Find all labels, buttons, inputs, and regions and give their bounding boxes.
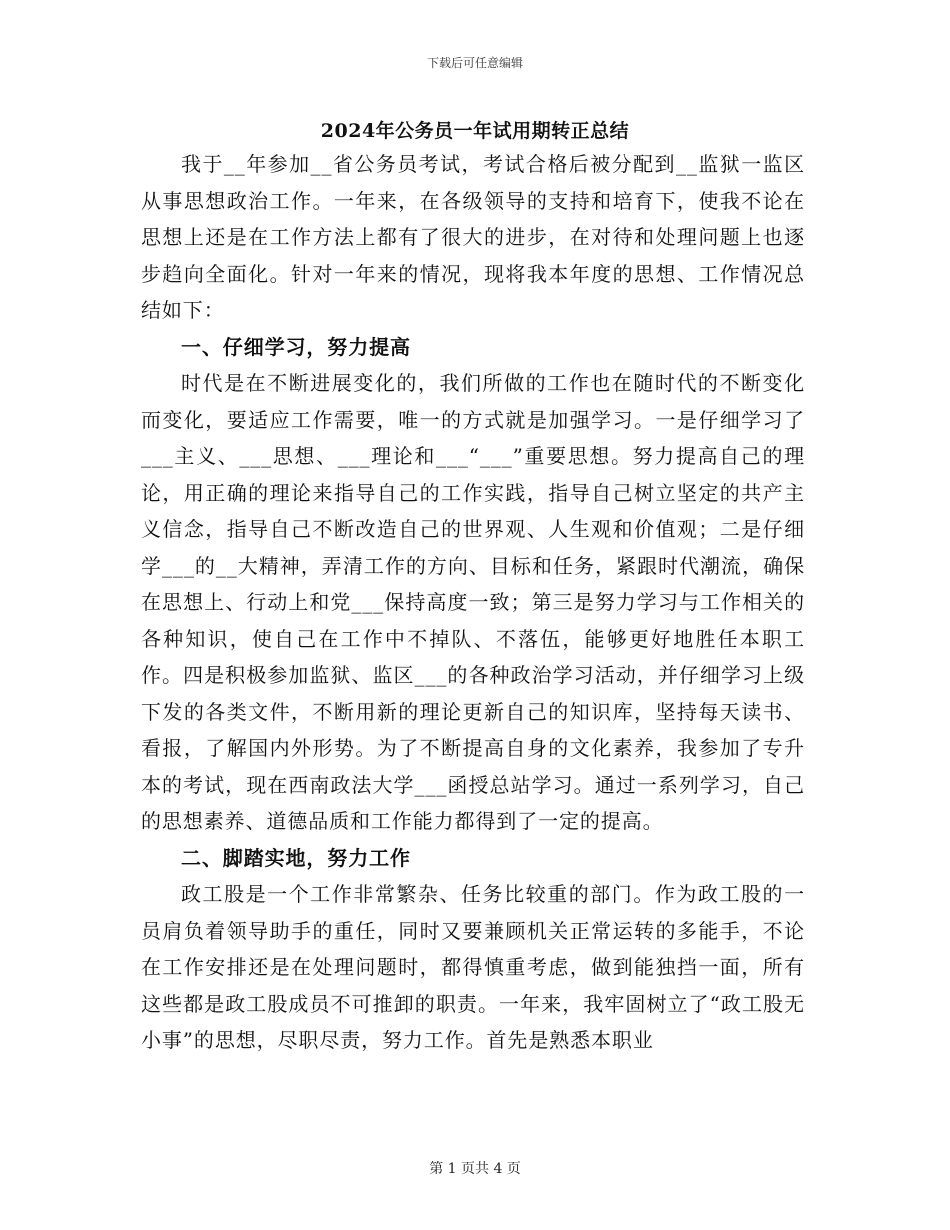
document-body	[141, 146, 805, 1059]
paragraph-work: 政工股是一个工作非常繁杂、任务比较重的部门。作为政工股的一员肩负着领导助手的重任，同时又要兼顾机关正常运转的多能手，不论在工作安排还是在处理问题时，都得慎重考虑，做到能独挡一面，所有这些都是政工股成员不可推卸的职责。一年来，我牢固树立了“政工股无小事”的思想，尽职尽责，努力工作。首先是熟悉本职业	[141, 882, 805, 1052]
document-title: 2024年公务员一年试用期转正总结	[320, 120, 630, 142]
paragraph-study: 时代是在不断进展变化的，我们所做的工作也在随时代的不断变化而变化，要适应工作需要，唯一的方式就是加强学习。一是仔细学习了___主义、___思想、___理论和___“___”重要思想。努力提高自己的理论，用正确的理论来指导自己的工作实践，指导自己树立坚定的共产主义信念，指导自己不断改造自己的世界观、人生观和价值观；二是仔细学___的__大精神，弄清工作的方向、目标和任务，紧跟时代潮流，确保在思想上、行动上和党___保持高度一致；第三是努力学习与工作相关的各种知识，使自己在工作中不掉队、不落伍，能够更好地胜任本职工作。四是积极参加监狱、监区___的各种政治学习活动，并仔细学习上级下发的各类文件，不断用新的理论更新自己的知识库，坚持每天读书、看报，了解国内外形势。为了不断提高自身的文化素养，我参加了专升本的考试，现在西南政法大学___函授总站学习。通过一系列学习，自己的思想素养、道德品质和工作能力都得到了一定的提高。	[141, 371, 805, 833]
paragraph-intro: 我于__年参加__省公务员考试，考试合格后被分配到__监狱一监区从事思想政治工作。一年来，在各级领导的支持和培育下，使我不论在思想上还是在工作方法上都有了很大的进步，在对待和处理问题上也逐步趋向全面化。针对一年来的情况，现将我本年度的思想、工作情况总结如下：	[141, 152, 805, 322]
page-number-footer: 第 1 页共 4 页	[429, 1161, 521, 1177]
section-heading-work: 二、脚踏实地，努力工作	[181, 845, 411, 870]
header-note: 下载后可任意编辑	[426, 56, 523, 70]
section-heading-study: 一、仔细学习，努力提高	[181, 334, 411, 359]
